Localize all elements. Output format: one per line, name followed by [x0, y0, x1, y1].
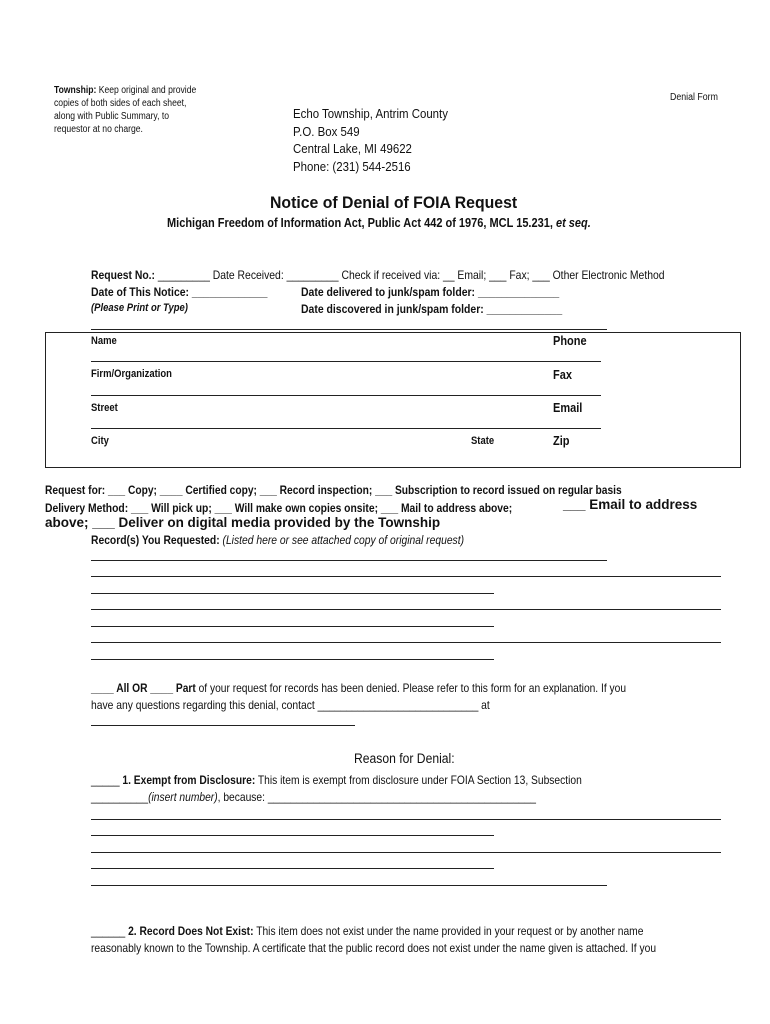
part-label: Part: [173, 681, 196, 695]
records-note: (Listed here or see attached copy of original request): [219, 533, 465, 547]
page-title: Notice of Denial of FOIA Request: [270, 193, 518, 212]
request-info-line1: [91, 268, 665, 282]
address-line3: Central Lake, MI 49622: [293, 141, 412, 156]
reason-heading: Reason for Denial:: [354, 751, 455, 766]
township-note-label: Township:: [54, 85, 97, 96]
exempt-subsection[interactable]: [91, 790, 536, 804]
reason-line[interactable]: [91, 852, 721, 853]
email-delivery-option[interactable]: ___ Email to address: [563, 497, 698, 512]
denial-contact-text[interactable]: have any questions regarding this denial, contact ____________________________ at: [91, 698, 490, 712]
reason-not-exist[interactable]: [91, 924, 643, 938]
email-field[interactable]: Email: [553, 401, 583, 415]
request-no-label: Request No.:: [91, 268, 156, 282]
form-label: Denial Form: [670, 92, 718, 103]
insert-number-note: (insert number): [148, 790, 218, 804]
record-line[interactable]: [91, 642, 721, 643]
digital-media-option[interactable]: above; ___ Deliver on digital media provided by the Township: [45, 515, 441, 530]
exempt-blank[interactable]: _____: [91, 773, 120, 787]
subtitle-text: Michigan Freedom of Information Act, Public Act 442 of 1976, MCL 15.231,: [167, 216, 556, 230]
name-field[interactable]: Name: [91, 335, 117, 347]
denial-extent[interactable]: [91, 681, 626, 695]
date-discovered-junk[interactable]: Date discovered in junk/spam folder: _____________: [301, 302, 563, 316]
contact-info-box: [45, 332, 741, 468]
township-note-line4: requestor at no charge.: [54, 124, 143, 135]
date-junk-folder[interactable]: Date delivered to junk/spam folder: ______________: [301, 285, 560, 299]
reason-line[interactable]: [91, 819, 721, 820]
name-line: [91, 361, 601, 362]
street-line: [91, 428, 601, 429]
township-note-text: Keep original and provide: [96, 85, 197, 96]
address-line2: P.O. Box 549: [293, 123, 360, 139]
exempt-label: 1. Exempt from Disclosure:: [119, 773, 256, 787]
reason-line[interactable]: [91, 868, 494, 869]
firm-line: [91, 395, 601, 396]
denial-extent-text: of your request for records has been denied. Please refer to this form for an explanation. If you: [195, 681, 627, 695]
street-field[interactable]: Street: [91, 402, 118, 414]
date-received[interactable]: Date Received: _________: [212, 268, 342, 282]
divider-line: [91, 329, 607, 330]
reason-line[interactable]: [91, 885, 607, 886]
state-field[interactable]: State: [471, 435, 495, 447]
city-field[interactable]: City: [91, 435, 109, 447]
print-or-type-note: (Please Print or Type): [91, 302, 188, 314]
check-received-via[interactable]: Check if received via: __ Email; ___ Fax; ___ Other Electronic Method: [341, 268, 665, 282]
records-label: Record(s) You Requested:: [91, 533, 220, 547]
contact-line[interactable]: [91, 725, 355, 726]
part-blank[interactable]: ____: [150, 681, 174, 695]
not-exist-label: 2. Record Does Not Exist:: [125, 924, 254, 938]
exempt-text: This item is exempt from disclosure under FOIA Section 13, Subsection: [255, 773, 582, 787]
record-line[interactable]: [91, 609, 721, 610]
record-line[interactable]: [91, 560, 607, 561]
request-no-blank[interactable]: _________: [155, 268, 213, 282]
reason-line[interactable]: [91, 835, 494, 836]
zip-field[interactable]: Zip: [553, 434, 570, 448]
request-for-options[interactable]: Request for: ___ Copy; ____ Certified copy; ___ Record inspection; ___ Subscription to record issued on regular basis: [45, 483, 622, 497]
record-line[interactable]: [91, 593, 494, 594]
date-of-notice[interactable]: Date of This Notice: _____________: [91, 285, 268, 299]
records-requested-label: [91, 533, 464, 547]
all-or-label: All OR: [113, 681, 151, 695]
record-line[interactable]: [91, 576, 721, 577]
not-exist-text: This item does not exist under the name provided in your request or by another name: [253, 924, 644, 938]
address-line1: Echo Township, Antrim County: [293, 106, 448, 121]
township-address: [293, 105, 448, 175]
township-note-line2: copies of both sides of each sheet,: [54, 98, 187, 109]
record-line[interactable]: [91, 626, 494, 627]
record-line[interactable]: [91, 659, 494, 660]
delivery-method-text: Delivery Method: ___ Will pick up; ___ Will make own copies onsite; ___ Mail to address above;: [45, 501, 513, 515]
subsection-blank[interactable]: __________: [91, 790, 149, 804]
all-blank[interactable]: ____: [91, 681, 114, 695]
not-exist-text2: reasonably known to the Township. A certificate that the public record does not exist under the name given is attached. If you: [91, 941, 657, 955]
township-note-line3: along with Public Summary, to: [54, 111, 170, 122]
address-line4: Phone: (231) 544-2516: [293, 158, 411, 174]
page-subtitle: [167, 216, 591, 230]
not-exist-blank[interactable]: ______: [91, 924, 126, 938]
reason-exempt[interactable]: [91, 773, 582, 787]
phone-field[interactable]: Phone: [553, 334, 587, 348]
fax-field[interactable]: Fax: [553, 368, 572, 382]
subtitle-italic: et seq.: [555, 216, 591, 230]
because-text[interactable]: , because: _______________________________________________: [217, 790, 537, 804]
township-note: [54, 84, 196, 136]
firm-field[interactable]: Firm/Organization: [91, 368, 172, 380]
